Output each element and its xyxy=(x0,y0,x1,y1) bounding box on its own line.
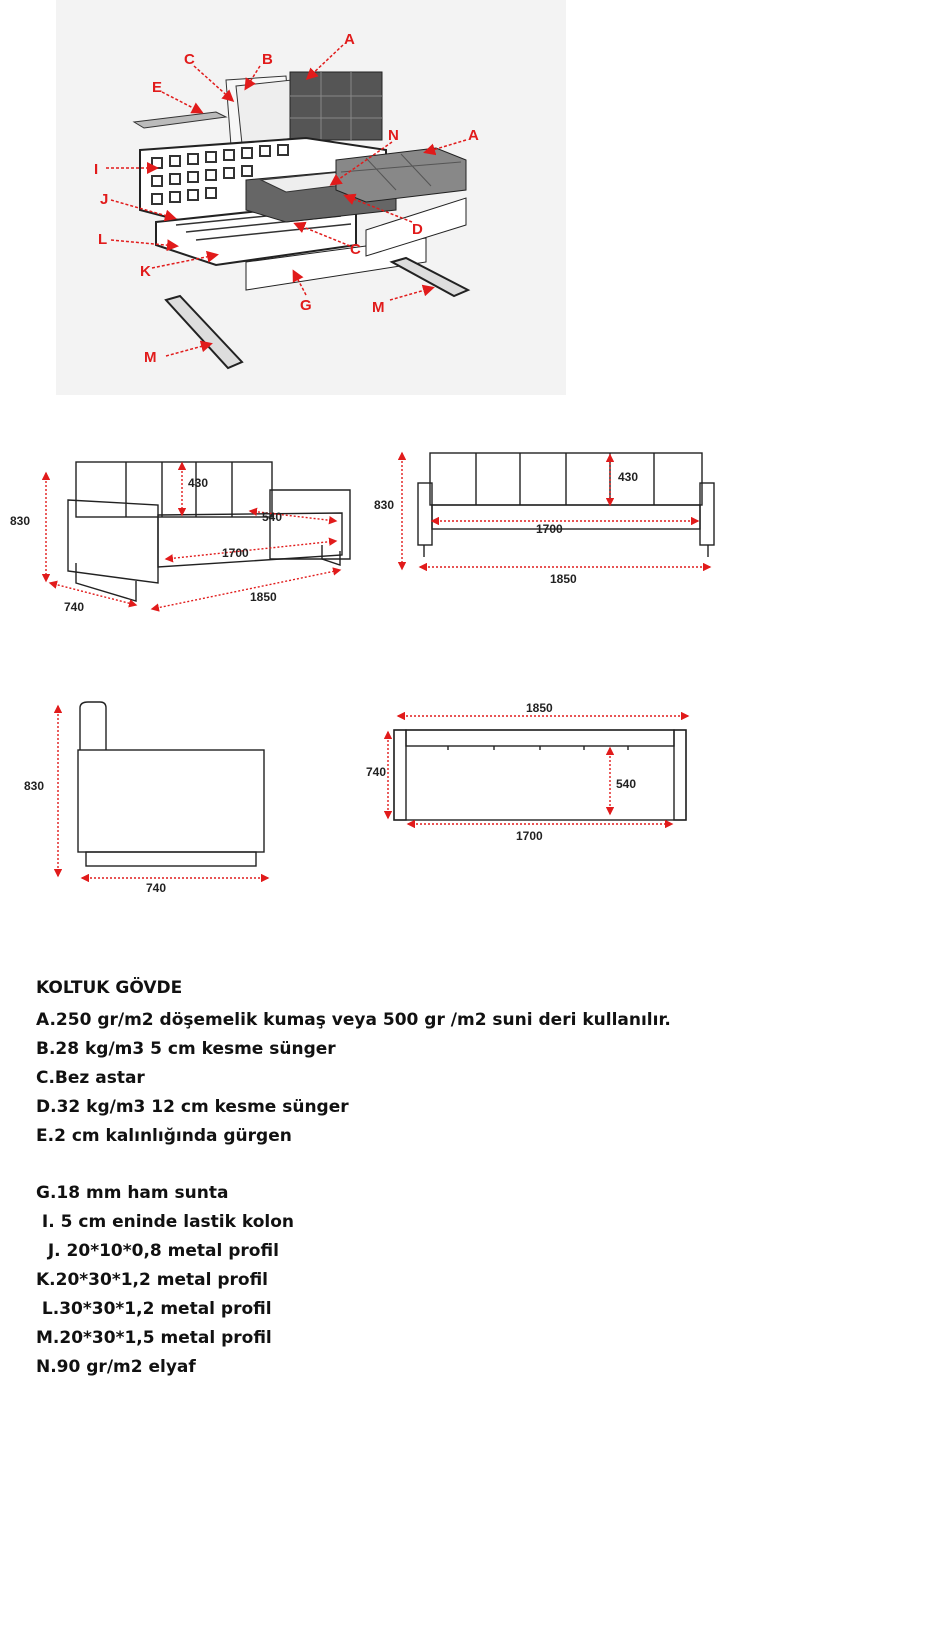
top-view xyxy=(360,692,700,852)
dim-back-height: 430 xyxy=(188,476,209,490)
label-e: E xyxy=(152,79,163,96)
dim-height: 830 xyxy=(24,779,45,793)
dim-height: 830 xyxy=(10,514,31,528)
label-d: D xyxy=(412,221,423,238)
spec-d: D.32 kg/m3 12 cm kesme sünger xyxy=(36,1097,349,1117)
label-n: N xyxy=(388,127,399,144)
side-view xyxy=(20,698,280,898)
dim-width: 1850 xyxy=(550,572,577,586)
dim-depth: 740 xyxy=(146,881,167,895)
label-k: K xyxy=(140,263,151,280)
spec-m: M.20*30*1,5 metal profil xyxy=(36,1328,272,1348)
label-g: G xyxy=(300,297,312,314)
perspective-view xyxy=(0,455,380,635)
label-c-top: C xyxy=(184,51,195,68)
spec-c: C.Bez astar xyxy=(36,1068,145,1088)
dim-seat-depth: 540 xyxy=(262,510,283,524)
label-c-bottom: C xyxy=(350,241,361,258)
label-b: B xyxy=(262,51,273,68)
spec-g: G.18 mm ham sunta xyxy=(36,1183,229,1203)
label-l: L xyxy=(98,231,108,248)
label-i: I xyxy=(94,161,99,178)
dim-height: 830 xyxy=(374,498,395,512)
dim-depth: 740 xyxy=(64,600,85,614)
dim-seat-width: 1700 xyxy=(222,546,249,560)
spec-a: A.250 gr/m2 döşemelik kumaş veya 500 gr /m2 suni deri kullanılır. xyxy=(36,1010,671,1030)
spec-i: I. 5 cm eninde lastik kolon xyxy=(36,1212,294,1232)
dim-width: 1850 xyxy=(526,701,553,715)
spec-k: K.20*30*1,2 metal profil xyxy=(36,1270,269,1290)
dim-depth: 740 xyxy=(366,765,387,779)
dim-width: 1850 xyxy=(250,590,277,604)
dim-back-height: 430 xyxy=(618,470,639,484)
backrest-cushion xyxy=(290,72,382,140)
label-a-top: A xyxy=(344,31,355,48)
dim-seat-width: 1700 xyxy=(516,829,543,843)
spec-n: N.90 gr/m2 elyaf xyxy=(36,1357,196,1377)
dim-seat-width: 1700 xyxy=(536,522,563,536)
backrest-lining xyxy=(236,80,296,144)
label-m-right: M xyxy=(372,299,385,316)
label-m-left: M xyxy=(144,349,157,366)
specs-list xyxy=(36,978,916,1382)
spec-l: L.30*30*1,2 metal profil xyxy=(36,1299,272,1319)
label-a-right: A xyxy=(468,127,479,144)
front-view xyxy=(370,445,730,595)
spec-j: J. 20*10*0,8 metal profil xyxy=(36,1241,279,1261)
spec-e: E.2 cm kalınlığında gürgen xyxy=(36,1126,292,1146)
exploded-diagram xyxy=(56,0,566,395)
spec-b: B.28 kg/m3 5 cm kesme sünger xyxy=(36,1039,336,1059)
specs-title: KOLTUK GÖVDE xyxy=(36,978,183,998)
label-j: J xyxy=(100,191,109,208)
dim-seat-depth: 540 xyxy=(616,777,637,791)
